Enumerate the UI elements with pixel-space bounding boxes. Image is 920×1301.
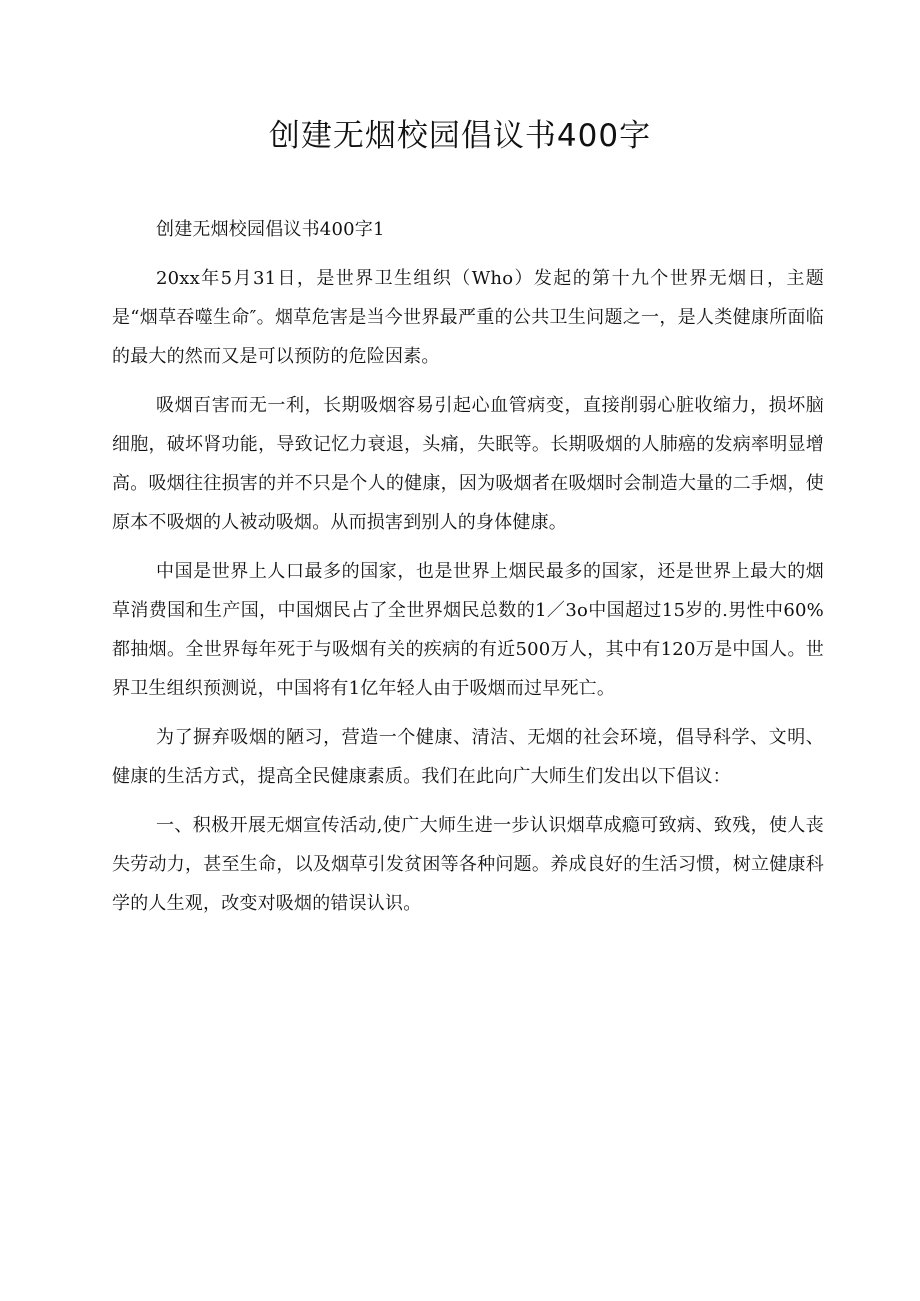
document-title: 创建无烟校园倡议书400字: [268, 118, 652, 154]
paragraph-5: 一、积极开展无烟宣传活动,使广大师生进一步认识烟草成瘾可致病、致残，使人丧失劳动力，甚至生命，以及烟草引发贫困等各种问题。养成良好的生活习惯，树立健康科学的人生观，改变对吸烟的错误认识。: [112, 815, 824, 914]
paragraph-3: 中国是世界上人口最多的国家，也是世界上烟民最多的国家，还是世界上最大的烟草消费国和生产国，中国烟民占了全世界烟民总数的1／3o中国超过15岁的.男性中60%都抽烟。全世界每年死于与吸烟有关的疾病的有近500万人，其中有120万是中国人。世界卫生组织预测说，中国将有1亿年轻人由于吸烟而过早死亡。: [112, 561, 824, 699]
document-body: [112, 210, 824, 923]
paragraph-4: 为了摒弃吸烟的陋习，营造一个健康、清洁、无烟的社会环境，倡导科学、文明、健康的生活方式，提高全民健康素质。我们在此向广大师生们发出以下倡议：: [112, 727, 824, 787]
section-heading: 创建无烟校园倡议书400字1: [156, 219, 385, 240]
paragraph-2: 吸烟百害而无一利，长期吸烟容易引起心血管病变，直接削弱心脏收缩力，损坏脑细胞，破坏肾功能，导致记忆力衰退，头痛，失眠等。长期吸烟的人肺癌的发病率明显增高。吸烟往往损害的并不只是个人的健康，因为吸烟者在吸烟时会制造大量的二手烟，使原本不吸烟的人被动吸烟。从而损害到别人的身体健康。: [112, 395, 824, 533]
paragraph-1: 20xx年5月31日，是世界卫生组织（Who）发起的第十九个世界无烟日，主题是“烟草吞噬生命″。烟草危害是当今世界最严重的公共卫生问题之一，是人类健康所面临的最大的然而又是可以预防的危险因素。: [112, 268, 824, 367]
